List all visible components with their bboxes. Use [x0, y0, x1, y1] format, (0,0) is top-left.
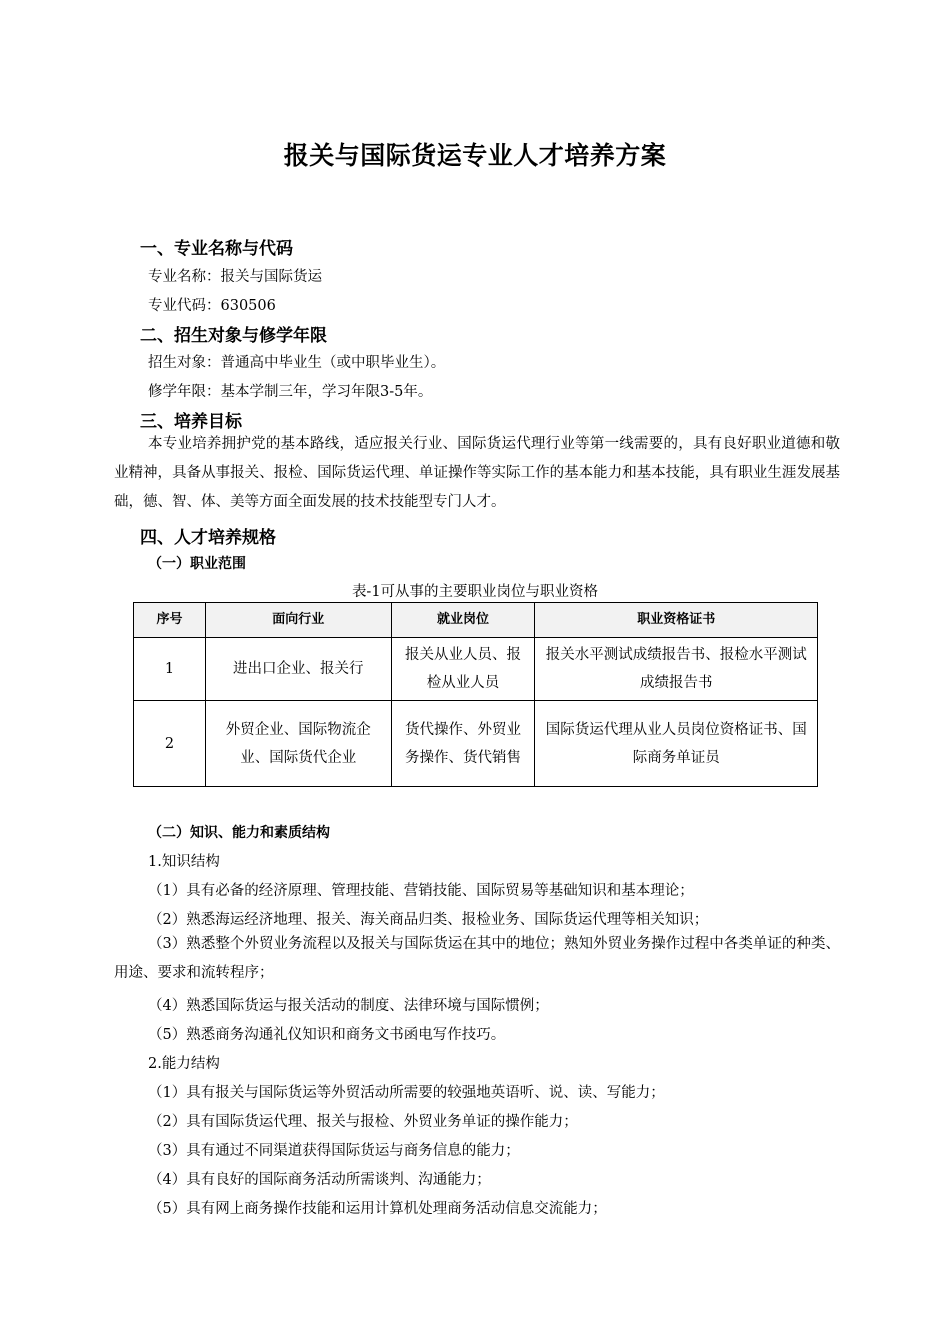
knowledge-item: （5）熟悉商务沟通礼仪知识和商务文书函电写作技巧。	[148, 1027, 506, 1043]
structure-subheading: （二）知识、能力和素质结构	[148, 825, 330, 841]
knowledge-item: （2）熟悉海运经济地理、报关、海关商品归类、报检业务、国际货运代理等相关知识；	[148, 912, 709, 928]
header-position: 就业岗位	[391, 603, 535, 638]
table-cell: 外贸企业、国际物流企业、国际货代企业	[205, 701, 391, 787]
career-scope-subheading: （一）职业范围	[148, 556, 246, 572]
knowledge-item: （3）熟悉整个外贸业务流程以及报关与国际货运在其中的地位；熟知外贸业务操作过程中各类单证的种类、用途、要求和流转程序；	[114, 936, 840, 981]
header-index: 序号	[134, 603, 206, 638]
table-row	[134, 638, 818, 701]
knowledge-item: （4）熟悉国际货运与报关活动的制度、法律环境与国际惯例；	[148, 998, 549, 1014]
table-row	[134, 701, 818, 787]
table-cell: 国际货运代理从业人员岗位资格证书、国际商务单证员	[535, 701, 818, 787]
section3-heading: 三、培养目标	[140, 412, 242, 432]
knowledge-item: （1）具有必备的经济原理、管理技能、营销技能、国际贸易等基础知识和基本理论；	[148, 883, 694, 899]
section4-heading: 四、人才培养规格	[140, 528, 276, 548]
career-table	[133, 602, 818, 787]
ability-item: （3）具有通过不同渠道获得国际货运与商务信息的能力；	[148, 1143, 520, 1159]
document-title: 报关与国际货运专业人才培养方案	[283, 141, 667, 170]
table-cell: 货代操作、外贸业务操作、货代销售	[391, 701, 535, 787]
training-goal-paragraph: 本专业培养拥护党的基本路线，适应报关行业、国际货运代理行业等第一线需要的，具有良好职业道德和敬业精神，具备从事报关、报检、国际货运代理、单证操作等实际工作的基本能力和基本技能，具有职业生涯发展基础，德、智、体、美等方面全面发展的技术技能型专门人才。	[114, 436, 840, 510]
enrollment-target-line: 招生对象：普通高中毕业生（或中职毕业生）。	[148, 355, 446, 371]
ability-item: （1）具有报关与国际货运等外贸活动所需要的较强地英语听、说、读、写能力；	[148, 1085, 665, 1101]
table-cell: 1	[134, 638, 206, 701]
table-cell: 报关水平测试成绩报告书、报检水平测试成绩报告书	[535, 638, 818, 701]
table-caption: 表-1可从事的主要职业岗位与职业资格	[351, 584, 599, 600]
table-cell: 进出口企业、报关行	[205, 638, 391, 701]
ability-item: （2）具有国际货运代理、报关与报检、外贸业务单证的操作能力；	[148, 1114, 578, 1130]
ability-heading: 2.能力结构	[148, 1056, 220, 1072]
table-cell: 报关从业人员、报检从业人员	[391, 638, 535, 701]
section2-heading: 二、招生对象与修学年限	[140, 326, 327, 346]
header-certificate: 职业资格证书	[535, 603, 818, 638]
ability-item: （4）具有良好的国际商务活动所需谈判、沟通能力；	[148, 1172, 491, 1188]
table-header-row	[134, 603, 818, 638]
study-duration-line: 修学年限：基本学制三年，学习年限3-5年。	[148, 384, 433, 400]
section1-heading: 一、专业名称与代码	[140, 239, 293, 259]
table-cell: 2	[134, 701, 206, 787]
header-industry: 面向行业	[205, 603, 391, 638]
knowledge-heading: 1.知识结构	[148, 854, 220, 870]
major-name-line: 专业名称：报关与国际货运	[148, 269, 322, 285]
major-code-line: 专业代码：630506	[148, 298, 276, 314]
ability-item: （5）具有网上商务操作技能和运用计算机处理商务活动信息交流能力；	[148, 1201, 607, 1217]
